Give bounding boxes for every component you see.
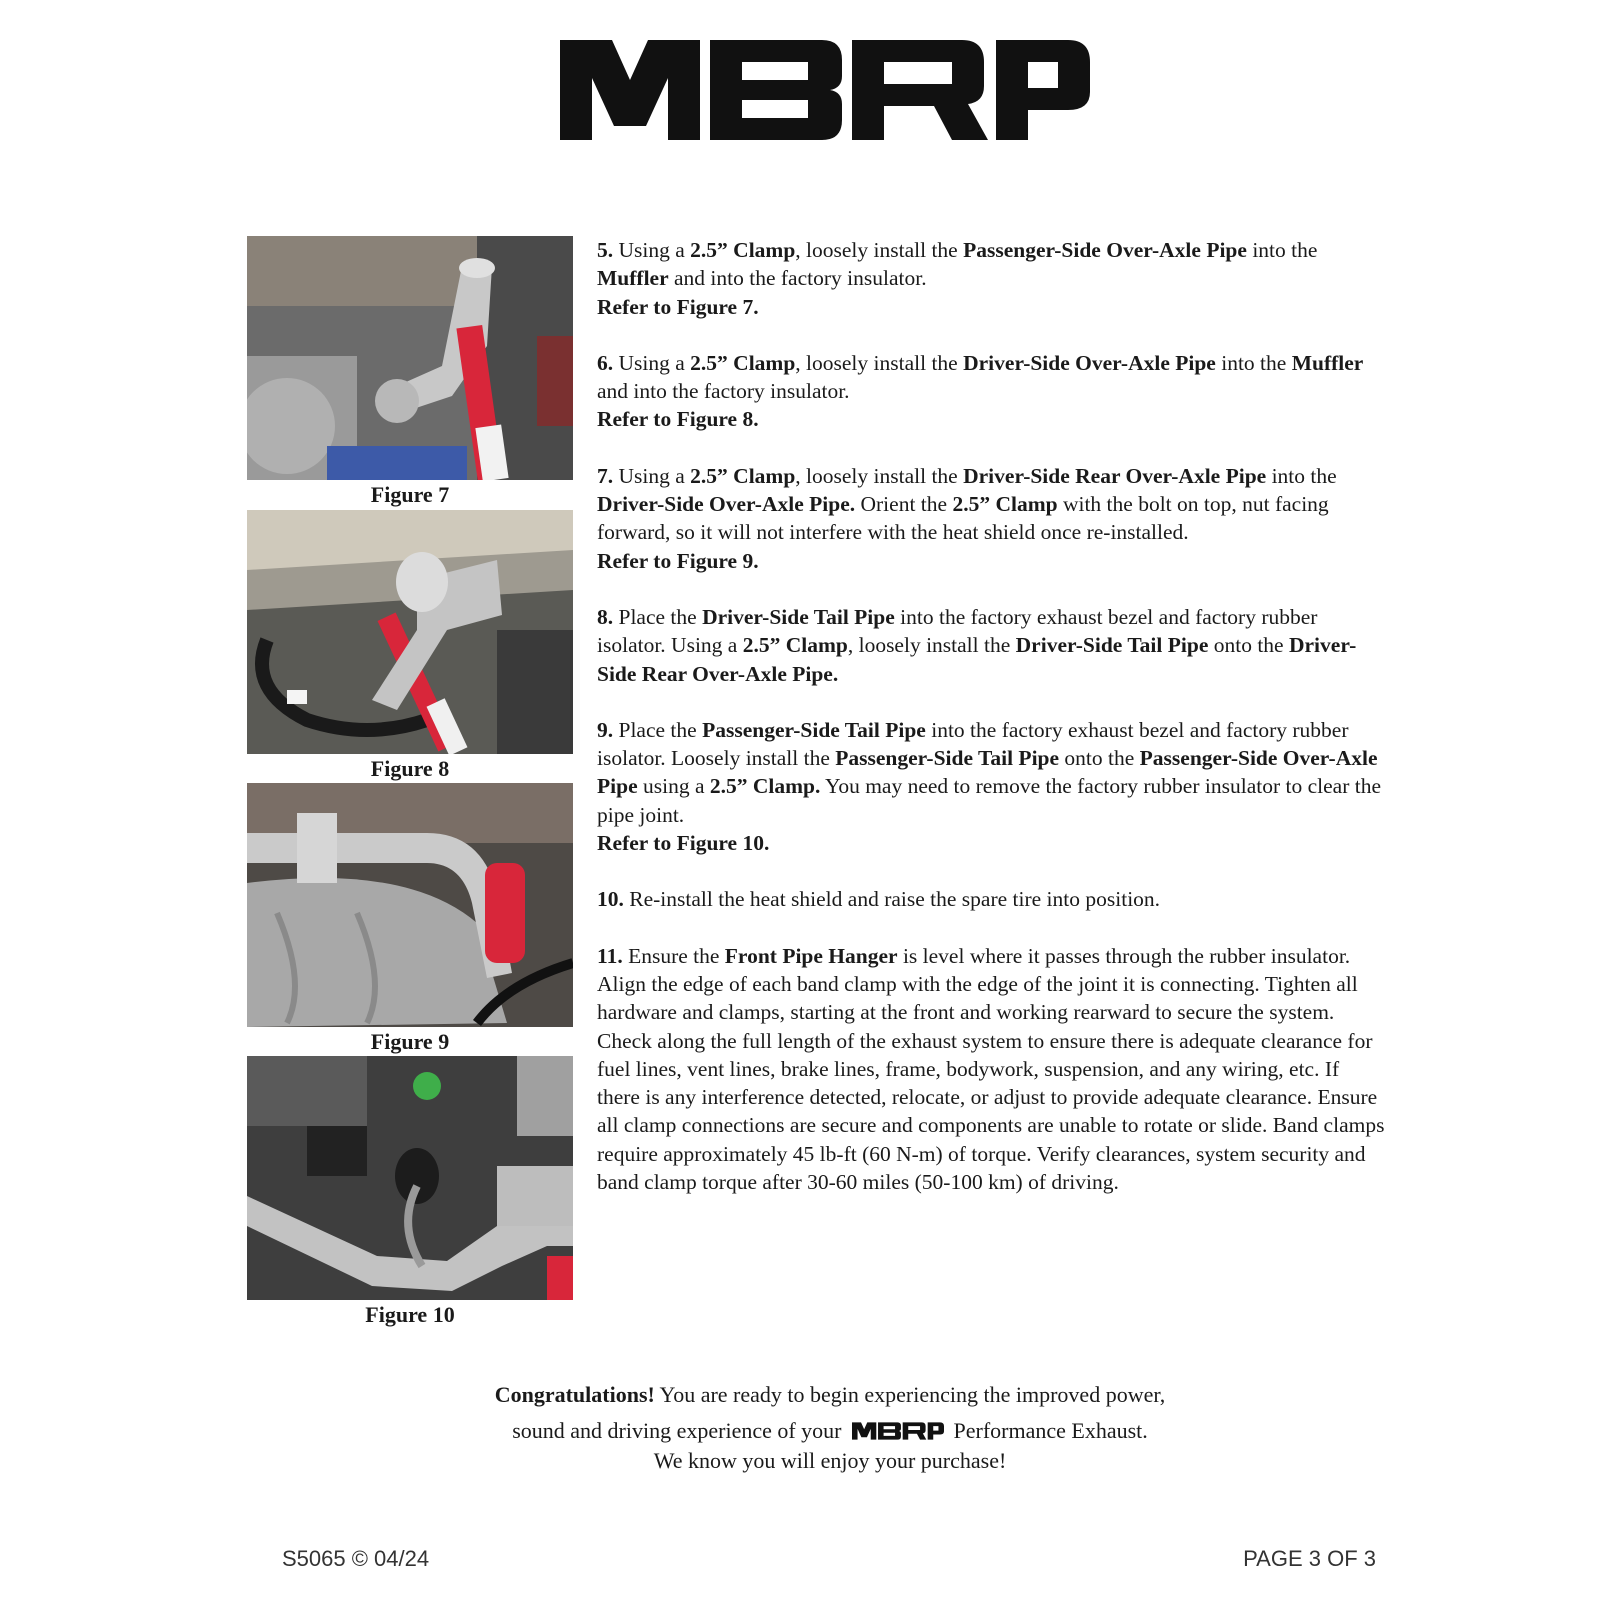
step-text: into the factory exhaust bezel and factory rubber isolator. Using a [597, 604, 1318, 658]
step-number: 6. [597, 350, 614, 375]
step-text: Using a [613, 238, 691, 262]
figure-8-photo [247, 510, 573, 754]
step-text: Re-install the heat shield and raise the spare tire into position. [623, 887, 1161, 912]
step-bold-term: Passenger-Side Over-Axle Pipe [963, 238, 1247, 262]
figure-8 [247, 510, 573, 782]
figure-10-photo [247, 1056, 573, 1300]
step-text: Using a [613, 463, 691, 488]
step-bold-term: Driver-Side Rear Over-Axle Pipe. [597, 633, 1357, 686]
step-6 [597, 349, 1387, 434]
step-text: using a [637, 774, 710, 799]
step-bold-term: Passenger-Side Over-Axle Pipe [597, 746, 1378, 799]
step-5 [597, 236, 1387, 321]
step-text: and into the factory insulator. [597, 379, 850, 404]
step-number: 9. [597, 717, 614, 742]
figure-caption: Figure 8 [370, 756, 450, 781]
figure-caption: Figure 9 [370, 1029, 450, 1054]
figure-reference: Refer to Figure 10. [597, 831, 770, 856]
step-number: 8. [597, 604, 614, 629]
step-bold-term: Driver-Side Tail Pipe [702, 604, 895, 629]
congrats-lead: Congratulations! [494, 1382, 655, 1407]
step-text: is level where it passes through the rubber insulator. Align the edge of each band clamp with the edge of the joint it is connecting. Tighten all hardware and clamps, starting at the front and working rearward to secure the system. Check along the full length of the exhaust system to ensure there is adequate clearance for fuel lines, vent lines, brake lines, frame, bodywork, suspension, and any wiring, etc. If there is any interference detected, relocate, or adjust to provide adequate clearance. Ensure all clamp connections are secure and components are unable to rotate or slide. Band clamps require approximately 45 lb-ft (60 N-m) of torque. Verify clearances, system security and band clamp torque after 30-60 miles (50-100 km) of driving. [597, 943, 1385, 1195]
step-number: 10. [597, 887, 624, 912]
congrats-line-3: We know you will enjoy your purchase! [653, 1448, 1007, 1473]
figure-reference: Refer to Figure 8. [597, 407, 759, 432]
congrats-line-1 [300, 1380, 1360, 1410]
instruction-steps [597, 236, 1387, 1224]
step-text: onto the [1059, 746, 1140, 771]
figure-reference: Refer to Figure 9. [597, 548, 759, 573]
figure-10 [247, 1056, 573, 1328]
step-bold-term: Driver-Side Tail Pipe [1015, 633, 1209, 658]
step-bold-term: 2.5” Clamp [742, 633, 848, 658]
step-text: Orient the [855, 492, 953, 517]
step-text: , loosely install the [847, 633, 1016, 658]
step-10 [597, 885, 1387, 913]
step-text: into the factory exhaust bezel and factory rubber isolator. Loosely install the [597, 717, 1349, 771]
step-bold-term: Passenger-Side Tail Pipe [702, 717, 926, 742]
mbrp-inline-logo [852, 1421, 944, 1441]
step-text: You may need to remove the factory rubber insulator to clear the pipe joint. [597, 774, 1381, 827]
step-bold-term: 2.5” Clamp [690, 463, 796, 488]
step-text: into the [1266, 463, 1337, 488]
step-bold-term: 2.5” Clamp. [709, 774, 821, 799]
step-bold-term: Front Pipe Hanger [724, 943, 898, 968]
figure-7-photo [247, 236, 573, 480]
step-bold-term: 2.5” Clamp [690, 238, 796, 262]
step-number: 11. [597, 943, 623, 968]
step-text: , loosely install the [795, 238, 964, 262]
step-bold-term: Muffler [597, 266, 669, 291]
step-bold-term: Muffler [1291, 350, 1364, 375]
step-text: , loosely install the [795, 350, 964, 375]
congrats-line2-before: sound and driving experience of your [512, 1418, 842, 1443]
figure-caption: Figure 10 [365, 1302, 455, 1327]
mbrp-logo [560, 40, 1090, 140]
step-9 [597, 716, 1387, 857]
step-11 [597, 942, 1387, 1197]
step-bold-term: 2.5” Clamp [690, 350, 796, 375]
figure-caption: Figure 7 [370, 482, 450, 507]
step-text: , loosely install the [795, 463, 964, 488]
step-text: Place the [613, 717, 703, 742]
step-number: 7. [597, 463, 614, 488]
step-bold-term: 2.5” Clamp [952, 492, 1058, 517]
step-8 [597, 603, 1387, 688]
step-bold-term: Driver-Side Over-Axle Pipe [963, 350, 1216, 375]
step-bold-term: Driver-Side Over-Axle Pipe. [597, 492, 856, 517]
figure-7 [247, 236, 573, 508]
step-text: into the [1246, 238, 1318, 262]
step-7 [597, 462, 1387, 575]
congratulations-message [300, 1380, 1360, 1476]
step-text: and into the factory insulator. [668, 266, 927, 291]
page-number: PAGE 3 OF 3 [1243, 1546, 1376, 1571]
figure-9 [247, 783, 573, 1055]
congrats-line-2 [300, 1416, 1360, 1446]
step-bold-term: Driver-Side Rear Over-Axle Pipe [963, 463, 1267, 488]
congrats-line2-after: Performance Exhaust. [953, 1418, 1148, 1443]
step-text: Place the [613, 604, 703, 629]
figure-reference: Refer to Figure 7. [597, 294, 759, 319]
figure-9-photo [247, 783, 573, 1027]
step-text: into the [1215, 350, 1292, 375]
step-text: onto the [1208, 633, 1289, 658]
congrats-line1-text: You are ready to begin experiencing the improved power, [654, 1382, 1166, 1407]
step-text: Ensure the [622, 943, 725, 968]
step-bold-term: Passenger-Side Tail Pipe [835, 746, 1060, 771]
step-text: with the bolt on top, nut facing forward, so it will not interfere with the heat shield once re-installed. [597, 492, 1329, 545]
step-text: Using a [613, 350, 691, 375]
document-code: S5065 © 04/24 [282, 1546, 430, 1571]
step-number: 5. [597, 238, 614, 262]
